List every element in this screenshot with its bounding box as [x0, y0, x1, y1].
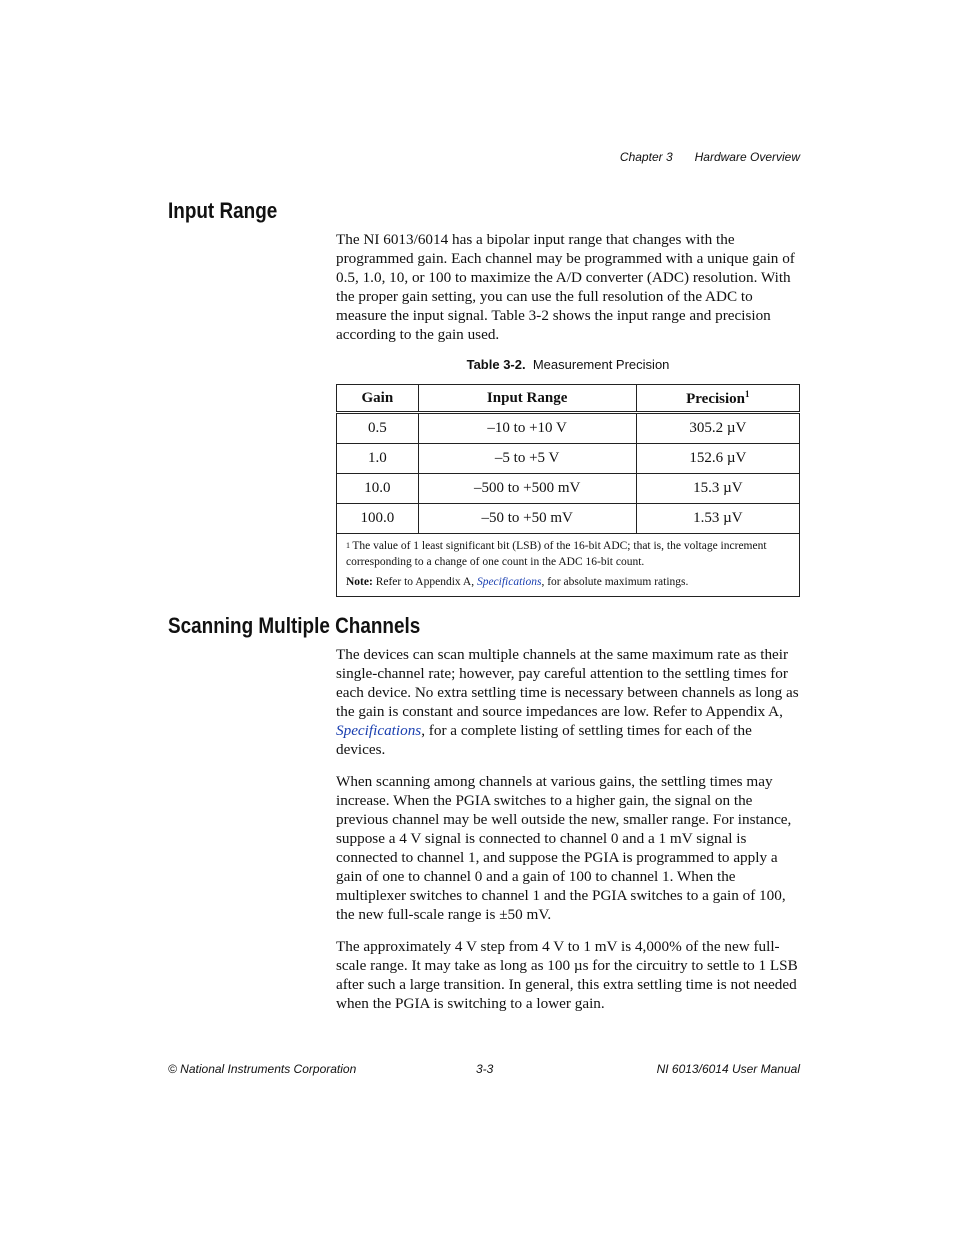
scanning-paragraph-2: When scanning among channels at various gains, the settling times may increase. When the PGIA switches to a higher gain, the signal on the previous channel may be well outside the new, smaller range. For instance, suppose a 4 V signal is connected to channel 0 and a 1 mV signal is connected to channel 1, and suppose the PGIA is programmed to apply a gain of one to channel 0 and a gain of 100 to channel 1. When the multiplexer switches to channel 1 and the PGIA switches to a gain of 100, the new full-scale range is ±50 mV.: [336, 773, 792, 923]
table-caption-label: Table 3-2.: [466, 357, 526, 372]
header-precision: [636, 385, 799, 413]
cell-gain: 10.0: [337, 474, 419, 504]
note-text-after: , for absolute maximum ratings.: [541, 576, 689, 588]
cell-gain: 1.0: [337, 444, 419, 474]
cell-precision: 305.2 µV: [636, 413, 799, 444]
cell-precision: 15.3 µV: [636, 474, 799, 504]
table-footnote: [346, 538, 790, 570]
cell-input-range: –500 to +500 mV: [418, 474, 636, 504]
header-precision-ref: 1: [745, 388, 750, 399]
header-gain: Gain: [337, 385, 419, 413]
p1-text-after: , for a complete listing of settling times for each of the devices.: [336, 722, 752, 758]
specifications-link[interactable]: Specifications: [336, 722, 422, 739]
cell-gain: 100.0: [337, 504, 419, 534]
input-range-paragraph: The NI 6013/6014 has a bipolar input range that changes with the programmed gain. Each channel may be programmed with a unique gain of 0.5, 1.0, 10, or 100 to maximize the A/D converter (ADC) resolution. With the proper gain setting, you can use the full resolution of the ADC to measure the input signal. Table 3-2 shows the input range and precision according to the gain used.: [336, 231, 795, 343]
footer-manual-title: NI 6013/6014 User Manual: [656, 1062, 800, 1076]
table-notes-row: [337, 534, 800, 597]
cell-input-range: –5 to +5 V: [418, 444, 636, 474]
table-caption-title: Measurement Precision: [532, 357, 670, 372]
table-row: [337, 474, 800, 504]
running-head-chapter: Chapter 3: [619, 150, 673, 164]
footer-page-number: 3-3: [476, 1062, 494, 1076]
specifications-link[interactable]: Specifications: [476, 576, 542, 588]
table-header-row: [337, 385, 800, 413]
footnote-text: The value of 1 least significant bit (LSB) of the 16-bit ADC; that is, the voltage increment corresponding to a change of one count in the ADC 16-bit count.: [346, 540, 767, 568]
table-caption: [336, 357, 800, 372]
table-note: [346, 574, 790, 590]
measurement-precision-table: [336, 384, 800, 597]
section-heading-input-range: Input Range: [168, 198, 278, 223]
table-row: [337, 444, 800, 474]
p1-text-before: The devices can scan multiple channels at the same maximum rate as their single-channel rate; however, pay careful attention to the settling times for each device. No extra settling time is necessary between channels as long as the gain is constant and source impedances are low. Refer to Appendix A,: [336, 646, 799, 720]
footnote-ref: 1: [346, 541, 350, 550]
section-heading-scanning: Scanning Multiple Channels: [168, 613, 421, 638]
footer-copyright: © National Instruments Corporation: [168, 1062, 357, 1076]
cell-precision: 152.6 µV: [636, 444, 799, 474]
table-row: [337, 504, 800, 534]
scanning-paragraph-1: [336, 645, 800, 759]
running-head: [598, 150, 800, 164]
note-label: Note:: [346, 576, 373, 588]
cell-input-range: –10 to +10 V: [418, 413, 636, 444]
header-input-range: Input Range: [418, 385, 636, 413]
table-notes: [337, 534, 800, 597]
cell-input-range: –50 to +50 mV: [418, 504, 636, 534]
running-head-title: Hardware Overview: [694, 150, 800, 164]
cell-gain: 0.5: [337, 413, 419, 444]
table-row: [337, 413, 800, 444]
header-precision-label: Precision: [686, 390, 745, 407]
note-text-before: Refer to Appendix A,: [375, 576, 475, 588]
scanning-paragraph-3: The approximately 4 V step from 4 V to 1 mV is 4,000% of the new full-scale range. It may take as long as 100 µs for the circuitry to settle to 1 LSB after such a large transition. In general, this extra settling time is not needed when the PGIA is switching to a lower gain.: [336, 938, 798, 1012]
cell-precision: 1.53 µV: [636, 504, 799, 534]
